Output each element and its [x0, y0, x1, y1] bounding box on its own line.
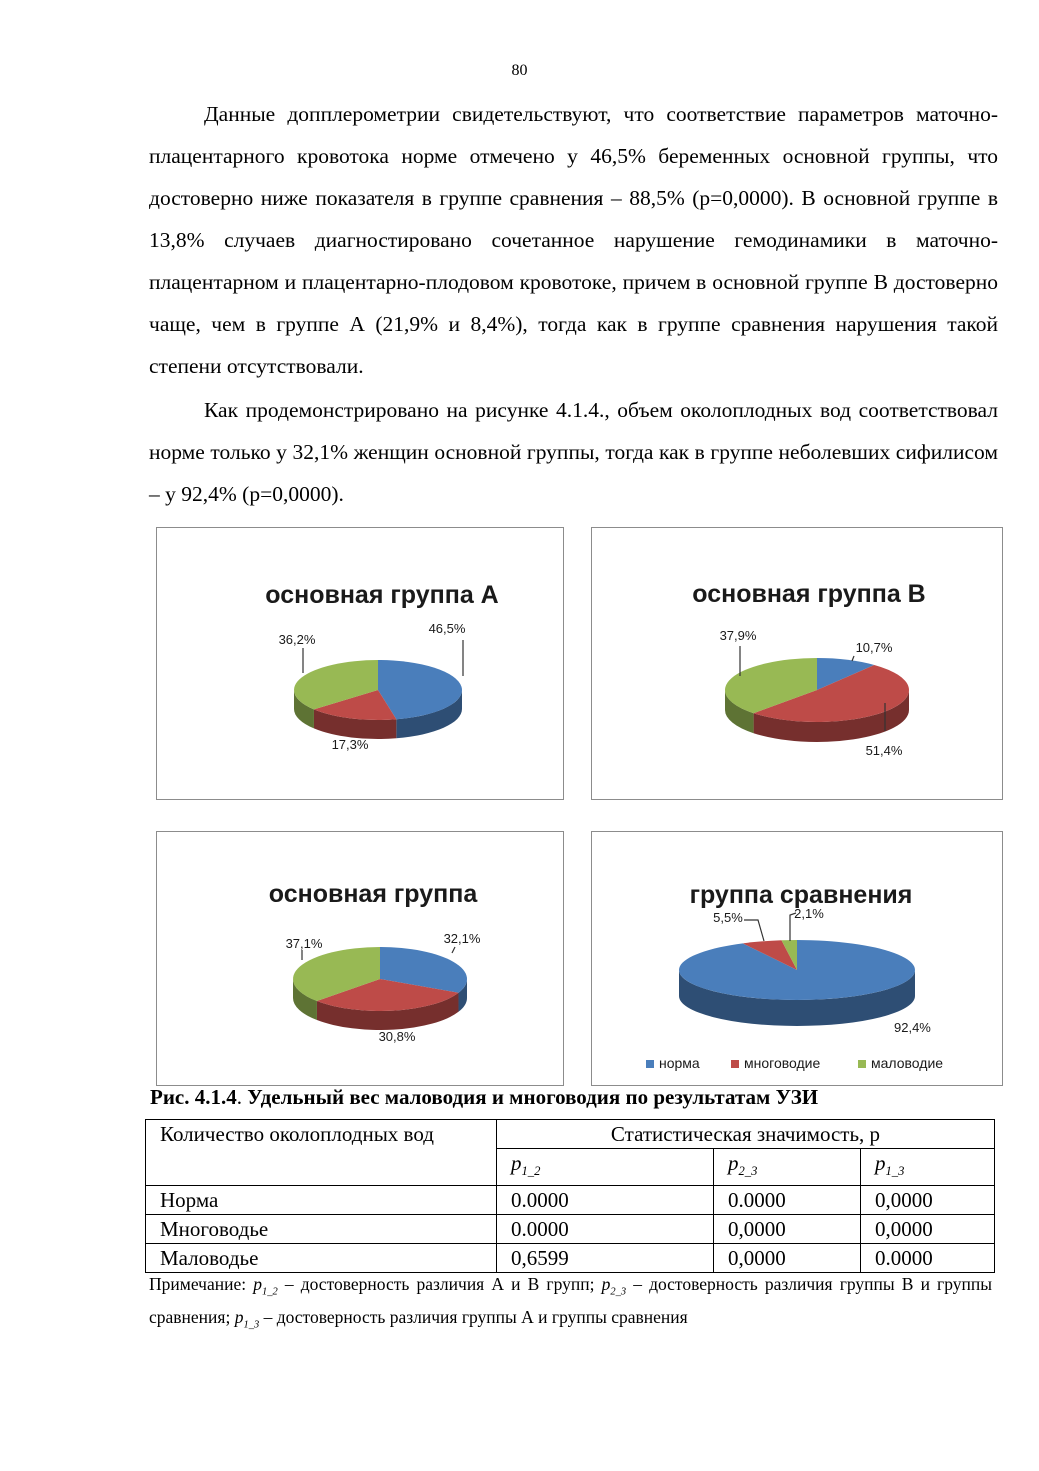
table-row — [146, 1186, 995, 1215]
table-cell: 0.0000 — [497, 1215, 714, 1244]
label-norma: 92,4% — [894, 1020, 931, 1035]
caption-separator: . — [236, 1085, 242, 1109]
header-row-label: Количество околоплодных вод — [146, 1120, 497, 1186]
table-row — [146, 1215, 995, 1244]
pie-chart-group-a — [156, 527, 564, 800]
leader-line-norma — [452, 947, 455, 953]
significance-table — [145, 1119, 995, 1273]
leader-line-mnogovodie — [744, 920, 764, 941]
table-cell: 0,0000 — [714, 1215, 861, 1244]
table-cell: 0,0000 — [861, 1186, 995, 1215]
note-text-13: – достоверность различия группы А и группы сравнения — [259, 1306, 688, 1327]
figure-caption — [150, 1085, 818, 1110]
chart-title: основная группа — [268, 880, 478, 908]
chart-title: основная группа А — [265, 581, 499, 609]
paragraph-amniotic — [149, 389, 998, 515]
subheader-p23: $p_{2\_3}$ — [728, 1151, 758, 1179]
label-mnogovodie: 51,4% — [865, 743, 903, 758]
legend-label-mnogovodie: многоводие — [744, 1055, 821, 1071]
subheader-cell — [497, 1149, 714, 1186]
pie-chart-group-b — [591, 527, 1003, 800]
caption-number: Рис. 4.1.4 — [150, 1085, 237, 1109]
legend-label-norma: норма — [659, 1055, 700, 1071]
note-p23: $p_{2\_3}$ — [601, 1274, 627, 1298]
paragraph-1-text: Данные допплерометрии свидетельствуют, что соответствие параметров маточно-плацентарного кровотока норме отмечено у 46,5% беременных основной группы, что достоверно ниже показателя в группе сравнения – 88,5% (p=0,0000). В основной группе в 13,8% случаев диагностировано сочетанное нарушение гемодинамики в маточно-плацентарном и плацентарно-плодовом кровотоке, причем в основной группе В достоверно чаще, чем в группе А (21,9% и 8,4%), тогда как в группе сравнения нарушения такой степени отсутствовали. — [149, 102, 998, 378]
chart-title: группа сравнения — [689, 881, 913, 909]
label-malovodie: 37,1% — [285, 936, 323, 951]
paragraph-2-text: Как продемонстрировано на рисунке 4.1.4., объем околоплодных вод соответствовал норме только у 32,1% женщин основной группы, тогда как в группе неболевших сифилисом – у 92,4% (p=0,0000). — [149, 398, 998, 506]
chart-legend — [646, 1055, 943, 1071]
table-cell: 0,0000 — [714, 1244, 861, 1273]
chart-title: основная группа В — [692, 580, 926, 608]
label-malovodie: 36,2% — [278, 632, 316, 647]
table-cell: 0.0000 — [497, 1186, 714, 1215]
table-cell: 0.0000 — [861, 1244, 995, 1273]
caption-text: Удельный вес маловодия и многоводия по результатам УЗИ — [242, 1085, 819, 1109]
legend-swatch-malovodie — [858, 1060, 866, 1068]
label-norma: 32,1% — [443, 931, 481, 946]
table-cell: 0.0000 — [714, 1186, 861, 1215]
pie-chart-comparison-group — [591, 831, 1003, 1086]
legend-label-malovodie: маловодие — [871, 1055, 944, 1071]
table-header-row — [146, 1120, 995, 1149]
pie-chart-main-group — [156, 831, 564, 1086]
note-p12: $p_{1\_2}$ — [253, 1274, 278, 1298]
subheader-p13: $p_{1\_3}$ — [875, 1151, 905, 1179]
label-norma: 46,5% — [428, 621, 466, 636]
label-mnogovodie: 30,8% — [378, 1029, 416, 1044]
pie-chart-group-b-svg — [592, 528, 1004, 801]
table-cell: 0,0000 — [861, 1215, 995, 1244]
subheader-cell — [714, 1149, 861, 1186]
leader-line-norma — [852, 656, 854, 661]
label-norma: 10,7% — [855, 640, 893, 655]
label-malovodie: 2,1% — [794, 906, 824, 921]
label-mnogovodie: 17,3% — [331, 737, 369, 752]
note-p13: $p_{1\_3}$ — [234, 1306, 260, 1330]
note-text-23: – достоверность различия группы В и группы сравнения; — [149, 1274, 992, 1327]
pie-chart-group-a-svg — [157, 528, 565, 801]
note-text-12: – достоверность различия А и В групп; — [277, 1274, 602, 1294]
label-malovodie: 37,9% — [719, 628, 757, 643]
row-label: Норма — [146, 1186, 497, 1215]
pie-chart-main-group-svg — [157, 832, 565, 1087]
legend-swatch-mnogovodie — [731, 1060, 739, 1068]
header-group: Статистическая значимость, р — [497, 1120, 995, 1149]
subheader-cell — [861, 1149, 995, 1186]
table-cell: 0,6599 — [497, 1244, 714, 1273]
label-mnogovodie: 5,5% — [713, 910, 743, 925]
pie-chart-comparison-group-svg — [592, 832, 1004, 1087]
table-note — [149, 1272, 992, 1337]
page-number: 80 — [511, 62, 528, 79]
subheader-p12: $p_{1\_2}$ — [511, 1151, 541, 1179]
table-row — [146, 1244, 995, 1273]
row-label: Маловодье — [146, 1244, 497, 1273]
paragraph-doppler — [149, 93, 998, 387]
row-label: Многоводье — [146, 1215, 497, 1244]
note-lead: Примечание: — [149, 1274, 254, 1294]
legend-swatch-norma — [646, 1060, 654, 1068]
